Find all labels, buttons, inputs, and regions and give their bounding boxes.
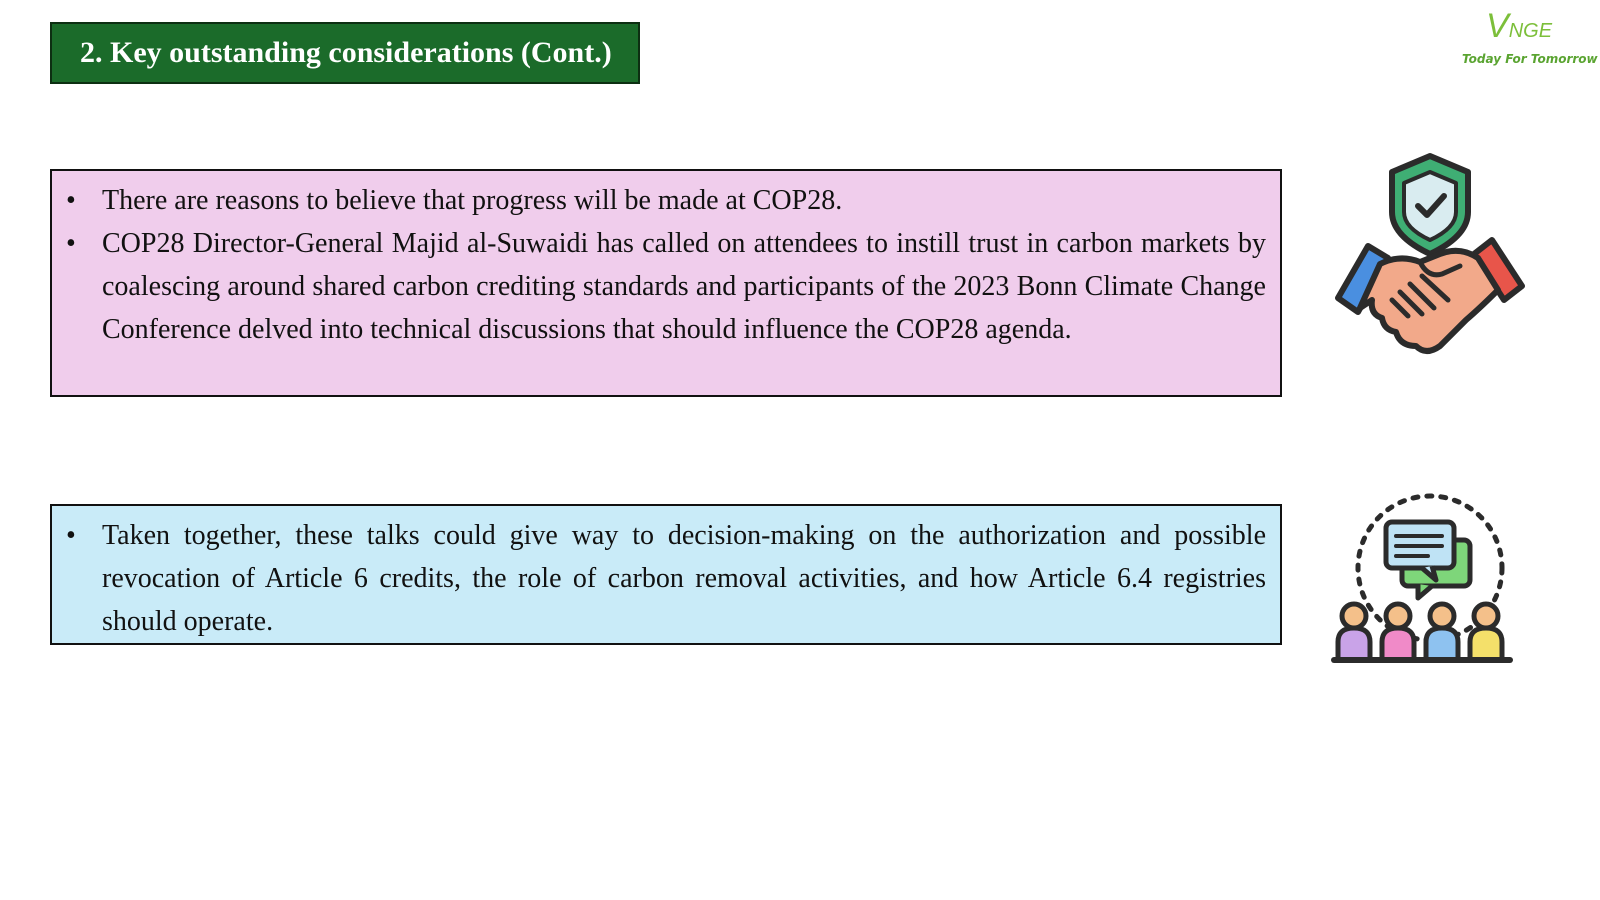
list-item bbox=[64, 179, 1266, 222]
bullet-text: Taken together, these talks could give way to decision-making on the authorization and possible revocation of Article 6 credits, the role of carbon removal activities, and how Article 6.4 registries should operate. bbox=[102, 520, 1266, 637]
list-item bbox=[64, 514, 1266, 643]
bullet-icon: • bbox=[66, 520, 76, 551]
logo-mark: VNGE bbox=[1486, 7, 1553, 45]
list-item bbox=[64, 222, 1266, 351]
brand-logo bbox=[1440, 4, 1600, 74]
blue-content-box bbox=[50, 504, 1282, 645]
bullet-icon: • bbox=[66, 185, 76, 216]
pink-content-box bbox=[50, 169, 1282, 397]
bullet-text: COP28 Director-General Majid al-Suwaidi has called on attendees to instill trust in carbon markets by coalescing around shared carbon crediting standards and participants of the 2023 Bonn Climate Change Conference delved into technical discussions that should influence the COP28 agenda. bbox=[102, 228, 1266, 345]
page-title: 2. Key outstanding considerations (Cont.) bbox=[80, 36, 612, 69]
bullet-icon: • bbox=[66, 228, 76, 259]
handshake-shield-icon bbox=[1330, 150, 1530, 365]
group-discussion-icon bbox=[1330, 480, 1530, 670]
logo-tagline: Today For Tomorrow bbox=[1462, 52, 1598, 66]
bullet-text: There are reasons to believe that progress will be made at COP28. bbox=[102, 185, 843, 216]
title-banner bbox=[50, 22, 640, 84]
